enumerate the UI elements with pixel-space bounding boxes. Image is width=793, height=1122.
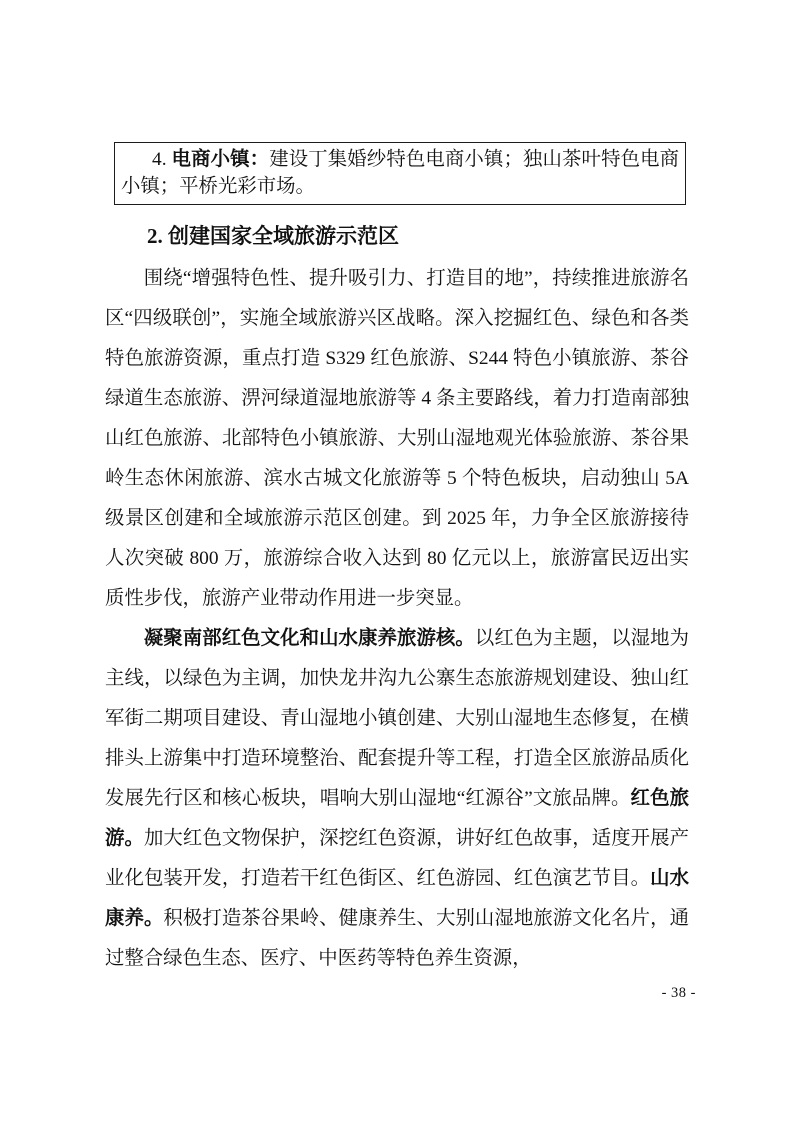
paragraph-segment: 以红色为主题，以湿地为主线，以绿色为主调，加快龙井沟九公寨生态旅游规划建设、独山红军街二期项目建设、青山湿地小镇创建、大别山湿地生态修复，在横排头上游集中打造环境整治、配套提升等工程，打造全区旅游品质化发展先行区和核心板块，唱响大别山湿地“红源谷”文旅品牌。 bbox=[105, 628, 690, 809]
callout-box-text bbox=[121, 146, 679, 200]
paragraph-tourism-overview bbox=[105, 259, 689, 619]
section-heading: 2. 创建国家全域旅游示范区 bbox=[147, 224, 399, 248]
paragraph-segment-emphasis: 山水康养。 bbox=[105, 868, 690, 929]
callout-segment: 建设丁集婚纱特色电商小镇；独山茶叶特色电商小镇；平桥光彩市场。 bbox=[121, 149, 680, 197]
paragraph-segment: 积极打造茶谷果岭、健康养生、大别山湿地旅游文化名片，通过整合绿色生态、医疗、中医药等特色养生资源， bbox=[105, 908, 690, 969]
callout-box bbox=[114, 142, 686, 205]
paragraph-segment-emphasis: 凝聚南部红色文化和山水康养旅游核。 bbox=[143, 628, 475, 649]
document-body bbox=[105, 259, 689, 979]
page-number: - 38 - bbox=[661, 985, 696, 1001]
callout-segment-emphasis: 电商小镇： bbox=[171, 149, 270, 170]
paragraph-segment: 围绕“增强特色性、提升吸引力、打造目的地”，持续推进旅游名区“四级联创”，实施全域旅游兴区战略。深入挖掘红色、绿色和各类特色旅游资源，重点打造 S329 红色旅游、S244 特色小镇旅游、茶谷绿道生态旅游、淠河绿道湿地旅游等 4 条主要路线，着力打造南部独山红色旅游、北部特色小镇旅游、大别山湿地观光体验旅游、茶谷果岭生态休闲旅游、滨水古城文化旅游等 5 个特色板块，启动独山 5A 级景区创建和全域旅游示范区创建。到 2025 年，力争全区旅游接待人次突破 800 万，旅游综合收入达到 80 亿元以上，旅游富民迈出实质性步伐，旅游产业带动作用进一步突显。 bbox=[105, 268, 689, 609]
paragraph-segment: 加大红色文物保护，深挖红色资源，讲好红色故事，适度开展产业化包装开发，打造若干红色街区、红色游园、红色演艺节目。 bbox=[105, 828, 690, 889]
paragraph-segment-emphasis: 红色旅游。 bbox=[105, 788, 689, 849]
callout-segment: 4. bbox=[152, 149, 172, 170]
paragraph-southern-core bbox=[105, 619, 689, 979]
